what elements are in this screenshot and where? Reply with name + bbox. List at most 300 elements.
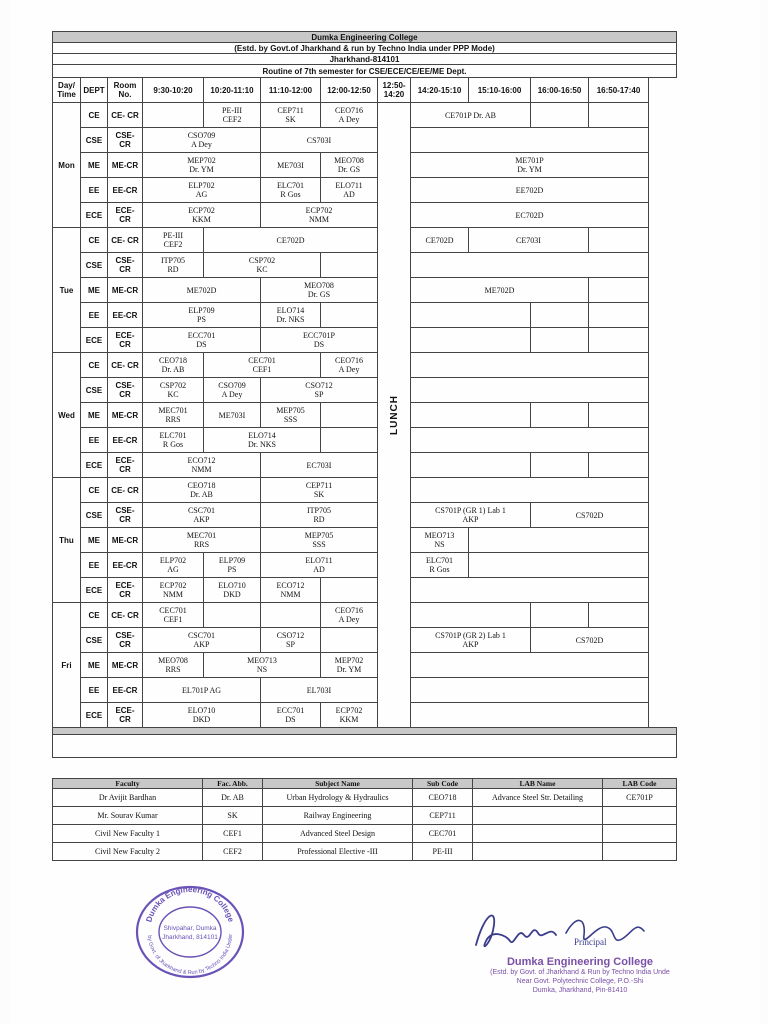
faculty-cell: CEO718 bbox=[413, 789, 473, 807]
cell-line: CR bbox=[119, 140, 131, 149]
col-slot-7: 16:00-16:50 bbox=[531, 78, 589, 103]
cell-line: ME701P bbox=[515, 156, 544, 165]
cell-line: CR bbox=[119, 340, 131, 349]
cell-line: CS701P (GR 1) Lab 1 bbox=[435, 506, 506, 515]
dept-cell: ME bbox=[81, 528, 108, 553]
cell-line: MEP702 bbox=[187, 156, 216, 165]
room-cell bbox=[108, 203, 143, 228]
slot-cell bbox=[204, 553, 261, 578]
slot-cell bbox=[261, 703, 321, 728]
slot-cell bbox=[531, 603, 589, 628]
cell-line: CE703I bbox=[516, 235, 541, 245]
cell-line: NMM bbox=[308, 215, 329, 224]
room-cell bbox=[108, 353, 143, 378]
title-estd: (Estd. by Govt.of Jharkhand & run by Techno India under PPP Mode) bbox=[53, 43, 677, 54]
dept-cell: CSE bbox=[81, 128, 108, 153]
slot-cell bbox=[411, 578, 649, 603]
cell-line: No. bbox=[118, 90, 132, 99]
dept-cell: CSE bbox=[81, 503, 108, 528]
slot-cell bbox=[411, 678, 649, 703]
dept-cell: CE bbox=[81, 103, 108, 128]
svg-text:(Estd. by Govt. of Jharkhand &: by Govt. of Jharkhand & Run by Techno India Under bbox=[146, 933, 235, 977]
cell-line: PE-III bbox=[163, 231, 183, 240]
slot-cell bbox=[411, 603, 531, 628]
cell-line: KKM bbox=[339, 715, 359, 724]
cell-line: NS bbox=[256, 665, 268, 674]
slot-cell bbox=[204, 403, 261, 428]
slot-cell bbox=[204, 428, 321, 453]
faculty-header-4: LAB Name bbox=[473, 779, 603, 789]
cell-line: CSC701 bbox=[187, 631, 216, 640]
cell-line: Dr. NKS bbox=[276, 315, 305, 324]
cell-line: SP bbox=[286, 640, 295, 649]
slot-cell bbox=[143, 128, 261, 153]
cell-line: CR bbox=[119, 215, 131, 224]
dept-cell: EE bbox=[81, 303, 108, 328]
faculty-header-1: Fac. Abb. bbox=[203, 779, 263, 789]
cell-line: CSO709 bbox=[187, 131, 216, 140]
room-cell bbox=[108, 603, 143, 628]
slot-cell bbox=[261, 178, 321, 203]
slot-cell bbox=[261, 303, 321, 328]
cell-line: CSE- bbox=[115, 256, 135, 265]
day-wed: Wed bbox=[53, 353, 81, 478]
cell-line: Time bbox=[57, 90, 76, 99]
slot-cell bbox=[321, 703, 378, 728]
dept-cell: CSE bbox=[81, 253, 108, 278]
cell-line: CR bbox=[119, 590, 131, 599]
cell-line: CE702D bbox=[276, 235, 305, 245]
slot-cell bbox=[261, 478, 378, 503]
cell-line: CR bbox=[119, 640, 131, 649]
cell-line: CE- CR bbox=[111, 110, 139, 120]
college-seal-stamp bbox=[134, 884, 246, 980]
cell-line: ECP702 bbox=[305, 206, 333, 215]
cell-line: CEF2 bbox=[222, 115, 242, 124]
slot-cell bbox=[411, 303, 531, 328]
room-cell bbox=[108, 228, 143, 253]
blank-row bbox=[53, 735, 677, 758]
cell-line: Dr. GS bbox=[337, 165, 361, 174]
slot-cell bbox=[589, 453, 649, 478]
slot-cell bbox=[261, 153, 321, 178]
slot-cell bbox=[143, 203, 261, 228]
cell-line: ECO712 bbox=[276, 581, 305, 590]
cell-line: ELO710 bbox=[218, 581, 246, 590]
cell-line: AKP bbox=[193, 515, 210, 524]
slot-cell bbox=[261, 403, 321, 428]
cell-line: R Gos bbox=[280, 190, 301, 199]
cell-line: CEF1 bbox=[252, 365, 272, 374]
slot-cell bbox=[261, 528, 378, 553]
cell-line: ME702D bbox=[186, 285, 217, 295]
cell-line: CR bbox=[119, 265, 131, 274]
cell-line: NMM bbox=[191, 465, 212, 474]
slot-cell bbox=[321, 578, 378, 603]
slot-cell bbox=[321, 603, 378, 628]
cell-line: Dr. YM bbox=[517, 165, 542, 174]
slot-cell bbox=[589, 328, 649, 353]
slot-cell bbox=[261, 128, 378, 153]
timetable bbox=[52, 31, 677, 758]
slot-cell bbox=[204, 253, 321, 278]
slot-cell bbox=[143, 478, 261, 503]
cell-line: ELO711 bbox=[305, 556, 333, 565]
cell-line: CEP711 bbox=[277, 106, 304, 115]
slot-cell bbox=[411, 328, 531, 353]
slot-cell bbox=[589, 603, 649, 628]
dept-cell: ME bbox=[81, 153, 108, 178]
cell-line: EC702D bbox=[515, 210, 544, 220]
cell-line: SK bbox=[285, 115, 296, 124]
room-cell bbox=[108, 503, 143, 528]
slot-cell bbox=[411, 253, 649, 278]
cell-line: CEO716 bbox=[335, 106, 363, 115]
cell-line: Dr. AB bbox=[190, 490, 213, 499]
cell-line: MEO713 bbox=[247, 656, 277, 665]
faculty-cell: Advanced Steel Design bbox=[263, 825, 413, 843]
slot-cell bbox=[204, 653, 321, 678]
room-cell bbox=[108, 453, 143, 478]
slot-cell bbox=[469, 228, 589, 253]
cell-line: Room bbox=[113, 81, 137, 90]
dept-cell: CSE bbox=[81, 628, 108, 653]
dept-cell: ECE bbox=[81, 578, 108, 603]
dept-cell: ECE bbox=[81, 203, 108, 228]
slot-cell bbox=[143, 178, 261, 203]
slot-cell bbox=[411, 628, 531, 653]
slot-cell bbox=[589, 278, 649, 303]
slot-cell bbox=[321, 628, 378, 653]
slot-cell bbox=[204, 378, 261, 403]
title-address: Jharkhand-814101 bbox=[53, 54, 677, 65]
cell-line: ELP702 bbox=[159, 556, 187, 565]
cell-line: DKD bbox=[192, 715, 211, 724]
slot-cell bbox=[143, 303, 261, 328]
svg-text:Jharkhand, 814101: Jharkhand, 814101 bbox=[162, 934, 218, 941]
room-cell bbox=[108, 278, 143, 303]
cell-line: Day/ bbox=[58, 81, 75, 90]
svg-text:Shivpahar, Dumka: Shivpahar, Dumka bbox=[163, 925, 217, 932]
cell-line: EL703I bbox=[306, 685, 332, 695]
cell-line: ECC701 bbox=[187, 331, 216, 340]
cell-line: CSE- bbox=[115, 631, 135, 640]
cell-line: CEO716 bbox=[335, 606, 363, 615]
slot-cell bbox=[531, 628, 649, 653]
slot-cell bbox=[204, 103, 261, 128]
faculty-cell bbox=[473, 825, 603, 843]
slot-cell bbox=[261, 503, 378, 528]
faculty-cell: Dr. AB bbox=[203, 789, 263, 807]
slot-cell bbox=[143, 503, 261, 528]
cell-line: ELP702 bbox=[188, 181, 215, 190]
cell-line: ME-CR bbox=[111, 410, 139, 420]
cell-line: CSO712 bbox=[305, 381, 333, 390]
slot-cell bbox=[411, 478, 649, 503]
cell-line: CE- CR bbox=[111, 610, 139, 620]
slot-cell bbox=[531, 328, 589, 353]
cell-line: CSE- bbox=[115, 131, 135, 140]
room-cell bbox=[108, 378, 143, 403]
cell-line: Dr. AB bbox=[161, 365, 185, 374]
cell-line: KC bbox=[256, 265, 268, 274]
slot-cell bbox=[143, 553, 204, 578]
lunch-column: LUNCH bbox=[378, 103, 411, 728]
cell-line: ME703I bbox=[277, 160, 304, 170]
cell-line: CR bbox=[119, 465, 131, 474]
cell-line: KC bbox=[167, 390, 179, 399]
room-cell bbox=[108, 553, 143, 578]
slot-cell bbox=[261, 328, 378, 353]
cell-line: CEO716 bbox=[335, 356, 363, 365]
day-fri: Fri bbox=[53, 603, 81, 728]
cell-line: CS703I bbox=[306, 135, 332, 145]
slot-cell bbox=[411, 278, 589, 303]
slot-cell bbox=[411, 503, 531, 528]
faculty-cell bbox=[603, 825, 677, 843]
cell-line: DKD bbox=[223, 590, 241, 599]
faculty-header-5: LAB Code bbox=[603, 779, 677, 789]
cell-line: CE- CR bbox=[111, 360, 139, 370]
slot-cell bbox=[143, 153, 261, 178]
faculty-cell: Mr. Sourav Kumar bbox=[53, 807, 203, 825]
faculty-cell: CEC701 bbox=[413, 825, 473, 843]
cell-line: ECE- bbox=[115, 706, 135, 715]
dept-cell: ME bbox=[81, 278, 108, 303]
slot-cell bbox=[143, 428, 204, 453]
cell-line: A Dey bbox=[191, 140, 212, 149]
slot-cell bbox=[589, 103, 649, 128]
slot-cell bbox=[411, 428, 649, 453]
col-slot-6: 15:10-16:00 bbox=[469, 78, 531, 103]
cell-line: ME702D bbox=[484, 285, 515, 295]
cell-line: MEP705 bbox=[276, 406, 305, 415]
cell-line: Dr. YM bbox=[189, 165, 214, 174]
dept-cell: EE bbox=[81, 428, 108, 453]
faculty-cell: PE-III bbox=[413, 843, 473, 861]
faculty-cell: CEF1 bbox=[203, 825, 263, 843]
slot-cell bbox=[589, 303, 649, 328]
cell-line: DS bbox=[285, 715, 296, 724]
slot-cell bbox=[261, 203, 378, 228]
dept-cell: ECE bbox=[81, 453, 108, 478]
cell-line: ECC701 bbox=[276, 706, 305, 715]
cell-line: ITP705 bbox=[307, 506, 331, 515]
slot-cell bbox=[261, 278, 378, 303]
col-day-time bbox=[53, 78, 81, 103]
slot-cell bbox=[469, 553, 649, 578]
title-college: Dumka Engineering College bbox=[53, 32, 677, 43]
slot-cell bbox=[261, 603, 321, 628]
cell-line: EE-CR bbox=[112, 185, 138, 195]
slot-cell bbox=[321, 253, 378, 278]
cell-line: SSS bbox=[312, 540, 326, 549]
cell-line: EE-CR bbox=[112, 435, 138, 445]
cell-line: ELO711 bbox=[335, 181, 363, 190]
cell-line: AD bbox=[343, 190, 355, 199]
slot-cell bbox=[261, 628, 321, 653]
cell-line: DS bbox=[196, 340, 207, 349]
cell-line: AD bbox=[313, 565, 325, 574]
dept-cell: EE bbox=[81, 553, 108, 578]
faculty-cell: Urban Hydrology & Hydraulics bbox=[263, 789, 413, 807]
room-cell bbox=[108, 328, 143, 353]
slot-cell bbox=[143, 253, 204, 278]
room-cell bbox=[108, 153, 143, 178]
cell-line: SK bbox=[313, 490, 325, 499]
cell-line: ITP705 bbox=[161, 256, 185, 265]
cell-line: ELP709 bbox=[218, 556, 246, 565]
college-name: Dumka Engineering College bbox=[506, 956, 654, 968]
day-mon: Mon bbox=[53, 103, 81, 228]
slot-cell bbox=[321, 428, 378, 453]
cell-line: CE- CR bbox=[111, 235, 139, 245]
slot-cell bbox=[589, 403, 649, 428]
room-cell bbox=[108, 528, 143, 553]
cell-line: CEF1 bbox=[163, 615, 183, 624]
col-slot-1: 10:20-11:10 bbox=[204, 78, 261, 103]
cell-line: Dr. GS bbox=[307, 290, 331, 299]
cell-line: CEO718 bbox=[187, 481, 216, 490]
room-cell bbox=[108, 428, 143, 453]
cell-line: MEP705 bbox=[304, 531, 334, 540]
room-cell bbox=[108, 253, 143, 278]
cell-line: CEO718 bbox=[159, 356, 187, 365]
slot-cell bbox=[143, 353, 204, 378]
slot-cell bbox=[531, 453, 589, 478]
slot-cell bbox=[411, 378, 649, 403]
faculty-cell: CEP711 bbox=[413, 807, 473, 825]
col-slot-4: 12:50-14:20 bbox=[378, 78, 411, 103]
cell-line: MEO708 bbox=[304, 281, 334, 290]
cell-line: MEP702 bbox=[334, 656, 364, 665]
slot-cell bbox=[143, 578, 204, 603]
cell-line: EC703I bbox=[306, 460, 332, 470]
slot-cell bbox=[143, 628, 261, 653]
slot-cell bbox=[261, 453, 378, 478]
slot-cell bbox=[411, 528, 469, 553]
slot-cell bbox=[321, 103, 378, 128]
room-cell bbox=[108, 653, 143, 678]
slot-cell bbox=[143, 278, 261, 303]
cell-line: CSC701 bbox=[187, 506, 216, 515]
cell-line: MEC701 bbox=[158, 406, 188, 415]
cell-line: CR bbox=[119, 715, 131, 724]
cell-line: NMM bbox=[162, 590, 183, 599]
faculty-table bbox=[52, 778, 677, 861]
cell-line: A Dey bbox=[338, 615, 360, 624]
faculty-cell: SK bbox=[203, 807, 263, 825]
cell-line: CE- CR bbox=[111, 485, 139, 495]
slot-cell bbox=[261, 578, 321, 603]
faculty-cell bbox=[603, 843, 677, 861]
cell-line: AKP bbox=[193, 640, 210, 649]
address-line-3: Dumka, Jharkhand, Pin-81410 bbox=[532, 987, 628, 994]
cell-line: PS bbox=[227, 565, 237, 574]
slot-cell bbox=[411, 653, 649, 678]
slot-cell bbox=[411, 178, 649, 203]
cell-line: R Gos bbox=[162, 440, 184, 449]
slot-cell bbox=[204, 578, 261, 603]
cell-line: KKM bbox=[192, 215, 211, 224]
room-cell bbox=[108, 128, 143, 153]
dept-cell: CSE bbox=[81, 378, 108, 403]
cell-line: CE702D bbox=[425, 235, 454, 245]
faculty-header-3: Sub Code bbox=[413, 779, 473, 789]
cell-line: DS bbox=[313, 340, 325, 349]
cell-line: AG bbox=[167, 565, 179, 574]
cell-line: AKP bbox=[462, 515, 479, 524]
room-cell bbox=[108, 478, 143, 503]
cell-line: EE-CR bbox=[112, 685, 138, 695]
slot-cell bbox=[143, 228, 204, 253]
slot-cell bbox=[143, 328, 261, 353]
cell-line: MEO708 bbox=[158, 656, 188, 665]
slot-cell bbox=[204, 353, 321, 378]
cell-line: EL701P AG bbox=[181, 685, 222, 695]
col-room bbox=[108, 78, 143, 103]
dept-cell: ME bbox=[81, 403, 108, 428]
faculty-cell bbox=[603, 807, 677, 825]
cell-line: CS702D bbox=[575, 510, 604, 520]
col-slot-5: 14:20-15:10 bbox=[411, 78, 469, 103]
slot-cell bbox=[411, 153, 649, 178]
col-slot-2: 11:10-12:00 bbox=[261, 78, 321, 103]
slot-cell bbox=[411, 203, 649, 228]
cell-line: ELP709 bbox=[188, 306, 215, 315]
cell-line: ME-CR bbox=[111, 535, 139, 545]
slot-cell bbox=[143, 678, 261, 703]
cell-line: ECE- bbox=[115, 581, 135, 590]
cell-line: ECE- bbox=[115, 206, 135, 215]
cell-line: SP bbox=[314, 390, 324, 399]
cell-line: ME-CR bbox=[111, 660, 139, 670]
room-cell bbox=[108, 303, 143, 328]
cell-line: CEF2 bbox=[163, 240, 183, 249]
dept-cell: EE bbox=[81, 678, 108, 703]
principal-signature bbox=[466, 905, 666, 960]
college-address-block bbox=[470, 956, 690, 995]
cell-line: PE-III bbox=[222, 106, 242, 115]
cell-line: ELC701 bbox=[276, 181, 305, 190]
slot-cell bbox=[411, 228, 469, 253]
cell-line: CS701P (GR 2) Lab 1 bbox=[435, 631, 506, 640]
cell-line: CSE- bbox=[115, 506, 135, 515]
day-tue: Tue bbox=[53, 228, 81, 353]
faculty-cell: CEF2 bbox=[203, 843, 263, 861]
slot-cell bbox=[204, 603, 261, 628]
cell-line: MEC701 bbox=[186, 531, 217, 540]
faculty-cell: Railway Engineering bbox=[263, 807, 413, 825]
slot-cell bbox=[469, 528, 649, 553]
separator-bar bbox=[53, 728, 677, 735]
cell-line: RD bbox=[167, 265, 179, 274]
cell-line: RD bbox=[313, 515, 325, 524]
cell-line: CSE- bbox=[115, 381, 135, 390]
cell-line: AKP bbox=[462, 640, 479, 649]
cell-line: ME703I bbox=[218, 410, 246, 420]
room-cell bbox=[108, 678, 143, 703]
cell-line: AG bbox=[195, 190, 208, 199]
faculty-cell: Civil New Faculty 1 bbox=[53, 825, 203, 843]
slot-cell bbox=[531, 503, 649, 528]
cell-line: ECP702 bbox=[188, 206, 215, 215]
cell-line: ELO714 bbox=[276, 306, 305, 315]
room-cell bbox=[108, 703, 143, 728]
cell-line: ELO710 bbox=[187, 706, 216, 715]
cell-line: A Dey bbox=[221, 390, 243, 399]
cell-line: A Dey bbox=[338, 115, 360, 124]
